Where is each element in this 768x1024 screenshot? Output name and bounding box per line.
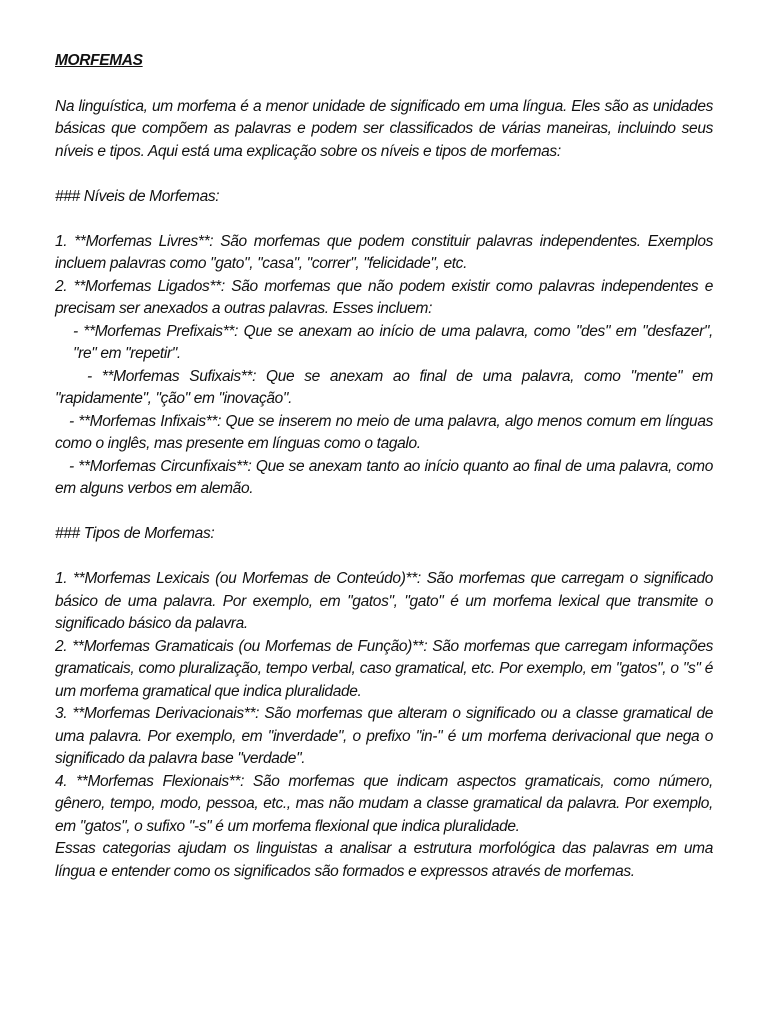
levels-subitem-circunfixais: - **Morfemas Circunfixais**: Que se anexam tanto ao início quanto ao final de uma palavra, como em alguns verbos em alemão.	[55, 457, 713, 497]
spacer	[55, 546, 713, 569]
spacer	[55, 501, 713, 524]
conclusion-paragraph: Essas categorias ajudam os linguistas a analisar a estrutura morfológica das palavras em uma língua e entender como os significados são formados e expressos através de morfemas.	[55, 840, 713, 880]
levels-subitem-prefixais: - **Morfemas Prefixais**: Que se anexam ao início de uma palavra, como "des" em "desfazer", "re" em "repetir".	[73, 322, 713, 362]
levels-subitem-sufixais: - **Morfemas Sufixais**: Que se anexam ao final de uma palavra, como "mente" em "rapidamente", "ção" em "inovação".	[55, 367, 713, 407]
types-item-flexionais: 4. **Morfemas Flexionais**: São morfemas que indicam aspectos gramaticais, como número, gênero, tempo, modo, pessoa, etc., mas não mudam a classe gramatical da palavra. Por exemplo, em "gatos", o sufixo "-s" é um morfema flexional que indica pluralidade.	[55, 772, 713, 835]
document-page	[55, 50, 713, 883]
levels-item-livres: 1. **Morfemas Livres**: São morfemas que podem constituir palavras independentes. Exemplos incluem palavras como "gato", "casa", "correr", "felicidade", etc.	[55, 232, 713, 272]
types-item-gramaticais: 2. **Morfemas Gramaticais (ou Morfemas de Função)**: São morfemas que carregam informações gramaticais, como pluralização, tempo verbal, caso gramatical, etc. Por exemplo, em "gatos", o "s" é um morfema gramatical que indica pluralidade.	[55, 637, 713, 700]
levels-heading: ### Níveis de Morfemas:	[55, 187, 220, 205]
types-item-derivacionais: 3. **Morfemas Derivacionais**: São morfemas que alteram o significado ou a classe gramatical de uma palavra. Por exemplo, em "inverdade", o prefixo "in-" é um morfema derivacional que nega o significado da palavra base "verdade".	[55, 705, 713, 767]
levels-item-ligados: 2. **Morfemas Ligados**: São morfemas que não podem existir como palavras independentes e precisam ser anexados a outras palavras. Esses incluem:	[55, 277, 713, 317]
spacer	[55, 208, 713, 231]
spacer	[55, 163, 713, 186]
document-title: MORFEMAS	[55, 52, 143, 69]
levels-subitem-infixais: - **Morfemas Infixais**: Que se inserem no meio de uma palavra, algo menos comum em línguas como o inglês, mas presente em línguas como o tagalo.	[55, 412, 713, 452]
types-heading: ### Tipos de Morfemas:	[55, 525, 215, 542]
types-item-lexicais: 1. **Morfemas Lexicais (ou Morfemas de Conteúdo)**: São morfemas que carregam o significado básico de uma palavra. Por exemplo, em "gatos", "gato" é um morfema lexical que transmite o significado básico da palavra.	[55, 570, 713, 632]
intro-paragraph: Na linguística, um morfema é a menor unidade de significado em uma língua. Eles são as unidades básicas que compõem as palavras e podem ser classificados de várias maneiras, incluindo seus níveis e tipos. Aqui está uma explicação sobre os níveis e tipos de morfemas:	[55, 97, 713, 160]
